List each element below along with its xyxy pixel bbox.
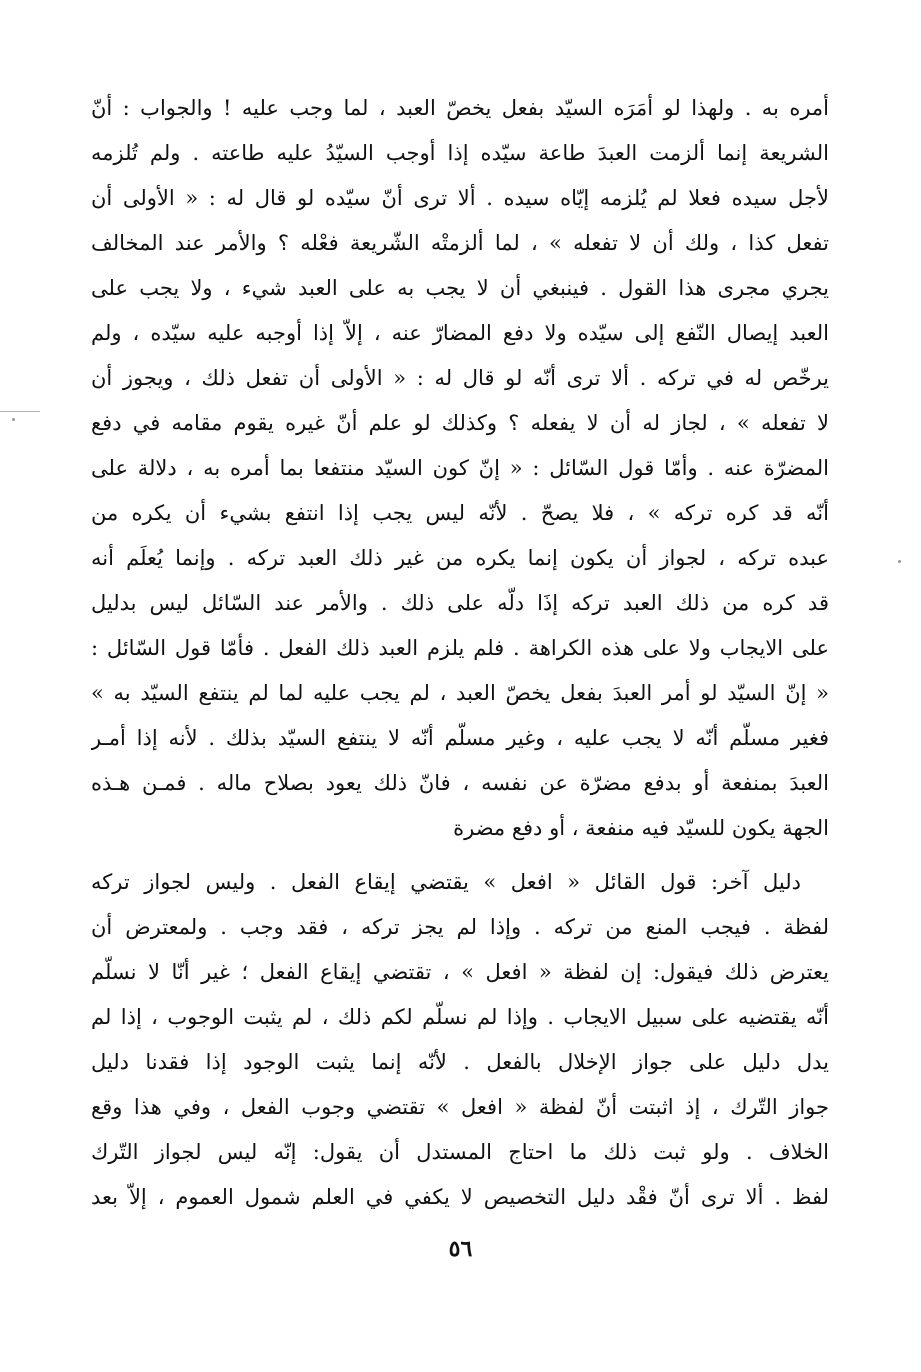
text-line: أنّه يقتضيه على سبيل الايجاب . وإذا لم نسلّم لكم ذلك ، لم يثبت الوجوب ، إذا لم [91,1005,829,1029]
paragraph-2 [91,860,829,1220]
text-line: المضرّة عنه . وأمّا قول السّائل : « إنّ كون السيّد منتفعا بما أمره به ، دلالة على [91,456,829,480]
text-line: العبدَ بمنفعة أو بدفع مضرّة عن نفسه ، فانّ ذلك يعود بصلاح ماله . فمـن هـذه [91,771,829,795]
text-line: تفعل كذا ، ولك أن لا تفعله » ، لما ألزمتْه الشّريعة فعْله ؟ والأمر عند المخالف [91,231,829,255]
text-line: أنّه قد كره تركه » ، فلا يصحّ . لأنّه ليس يجب إذا انتفع بشيء أن يكره من [91,501,829,525]
text-line: فغير مسلّم أنّه لا يجب عليه ، وغير مسلّم أنّه لا ينتفع السيّد بذلك . لأنه إذا أمـر [91,726,829,750]
text-line: يعترض ذلك فيقول: إن لفظة « افعل » ، تقتضي إيقاع الفعل ؛ غير أنّا لا نسلّم [91,960,829,984]
page-number: ٥٦ [448,1236,473,1262]
scan-speck [898,560,901,563]
text-line: لا تفعله » ، لجاز له أن لا يفعله ؟ وكذلك لو علم أنّ غيره يقوم مقامه في دفع [91,411,829,435]
text-line: يجري مجرى هذا القول . فينبغي أن لا يجب به على العبد شيء ، ولا يجب على [91,276,829,300]
text-line: العبد إيصال النّفع إلى سيّده ولا دفع المضارّ عنه ، إلاّ إذا أوجبه عليه سيّده ، ولم [91,321,829,345]
scan-speck [12,418,15,421]
paragraph-1 [91,86,829,851]
text-line: الخلاف . ولو ثبت ذلك ما احتاج المستدل أن يقول: إنّه ليس لجواز التّرك [91,1140,829,1164]
text-line: يدل دليل على جواز الإخلال بالفعل . لأنّه إنما يثبت الوجود إذا فقدنا دليل [91,1050,829,1074]
text-line: الشريعة إنما ألزمت العبدَ طاعة سيّده إذا أوجب السيّدُ عليه طاعته . ولم تُلزمه [91,141,829,165]
text-line: لفظ . ألا ترى أنّ فقْد دليل التخصيص لا يكفي في العلم شمول العموم ، إلاّ بعد [91,1185,829,1209]
text-line: يرخّص له في تركه . ألا ترى أنّه لو قال له : « الأولى أن تفعل ذلك ، ويجوز أن [91,366,829,390]
text-line: عبده تركه ، لجواز أن يكون إنما يكره من غير ذلك العبد تركه . وإنما يُعلَم أنه [91,546,829,570]
text-line: دليل آخر: قول القائل « افعل » يقتضي إيقاع الفعل . وليس لجواز تركه [91,870,801,894]
text-line: أمره به . ولهذا لو أمَرَه السيّد بفعل يخصّ العبد ، لما وجب عليه ! والجواب : أنّ [91,96,829,120]
text-line: لفظة . فيجب المنع من تركه . وإذا لم يجز تركه ، فقد وجب . ولمعترض أن [91,915,829,939]
text-line: قد كره من ذلك العبد تركه إذَا دلّه على ذلك . والأمر عند السّائل ليس بدليل [91,591,829,615]
text-line: الجهة يكون للسيّد فيه منفعة ، أو دفع مضرة [453,816,829,840]
text-line: جواز التّرك ، إذ اثبتت أنّ لفظة « افعل » تقتضي وجوب الفعل ، وفي هذا وقع [91,1095,829,1119]
text-line: « إنّ السيّد لو أمر العبدَ بفعل يخصّ العبد ، لم يجب عليه لما لم ينتفع السيّد به » [91,681,829,705]
margin-rule [0,411,40,412]
text-line: لأجل سيده فعلا لم يُلزمه إيّاه سيده . ألا ترى أنّ سيّده لو قال له : « الأولى أن [91,186,829,210]
text-line: على الايجاب ولا على هذه الكراهة . فلم يلزم العبد ذلك الفعل . فأمّا قول السّائل : [91,636,829,660]
